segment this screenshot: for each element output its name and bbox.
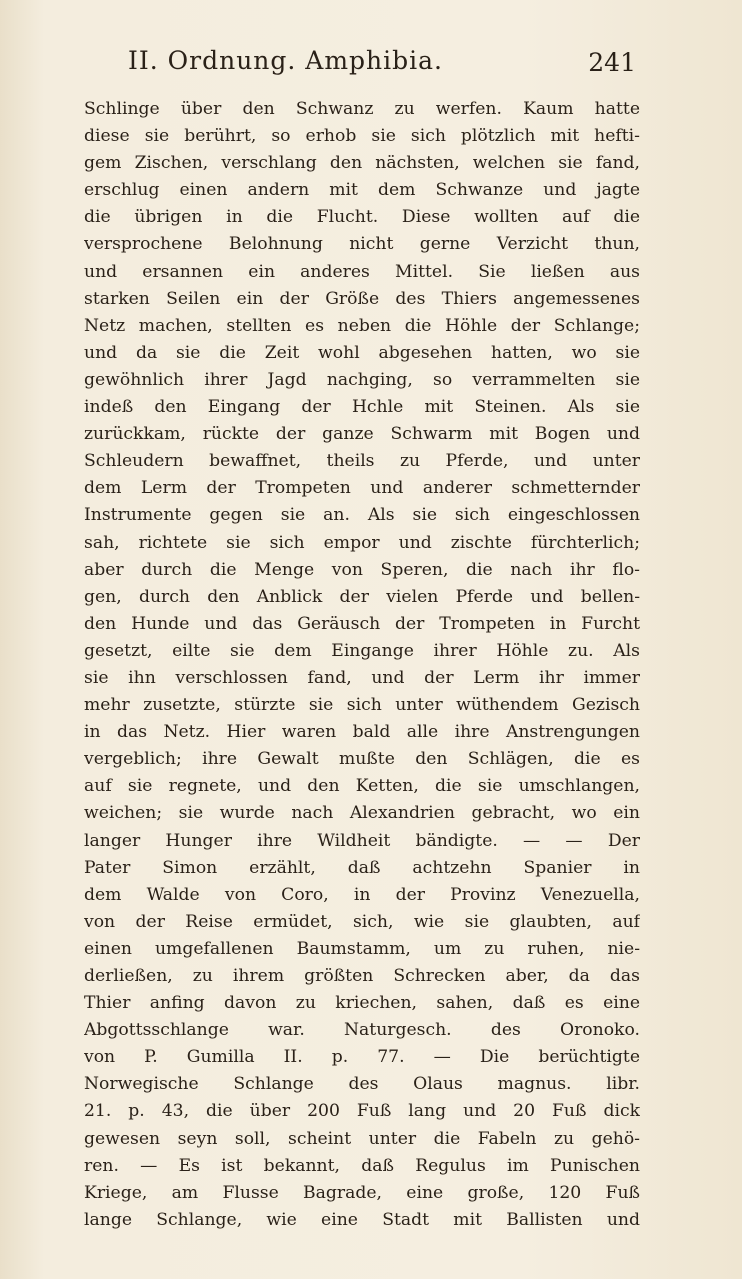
- text-line: starken Seilen ein der Größe des Thiers angemessenes: [84, 288, 640, 309]
- text-line: und ersannen ein anderes Mittel. Sie ließen aus: [84, 261, 640, 282]
- text-line: Schlinge über den Schwanz zu werfen. Kaum hatte: [84, 99, 640, 119]
- text-line: gen, durch den Anblick der vielen Pferde und bellen-: [84, 586, 640, 607]
- text-line: langer Hunger ihre Wildheit bändigte. — — Der: [84, 830, 640, 851]
- text-line: dem Walde von Coro, in der Provinz Venezuella,: [84, 884, 640, 905]
- text-line: ren. — Es ist bekannt, daß Regulus im Punischen: [84, 1155, 640, 1176]
- text-line: Netz machen, stellten es neben die Höhle der Schlange;: [84, 315, 640, 336]
- page-number: 241: [588, 48, 636, 77]
- text-line: und da sie die Zeit wohl abgesehen hatten, wo sie: [84, 342, 640, 363]
- text-line: von der Reise ermüdet, sich, wie sie glaubten, auf: [84, 911, 640, 932]
- text-line: gesetzt, eilte sie dem Eingange ihrer Höhle zu. Als: [84, 640, 640, 661]
- text-line: gewesen seyn soll, scheint unter die Fabeln zu gehö-: [84, 1128, 640, 1149]
- text-line: weichen; sie wurde nach Alexandrien gebracht, wo ein: [84, 803, 640, 824]
- text-line: indeß den Eingang der Hchle mit Steinen. Als sie: [84, 397, 640, 418]
- text-line: diese sie berührt, so erhob sie sich plötzlich mit hefti-: [84, 126, 640, 147]
- text-line: gewöhnlich ihrer Jagd nachging, so verrammelten sie: [84, 369, 640, 390]
- text-line: Abgottsschlange war. Naturgesch. des Oronoko.: [84, 1020, 640, 1041]
- text-line: vergeblich; ihre Gewalt mußte den Schlägen, die es: [84, 749, 640, 770]
- text-line: von P. Gumilla II. p. 77. — Die berüchtigte: [84, 1047, 640, 1068]
- text-line: aber durch die Menge von Speren, die nach ihr flo-: [84, 559, 640, 580]
- text-line: lange Schlange, wie eine Stadt mit Ballisten und: [84, 1209, 640, 1230]
- text-line: derließen, zu ihrem größten Schrecken aber, da das: [84, 966, 640, 986]
- text-line: sah, richtete sie sich empor und zischte fürchterlich;: [84, 532, 640, 553]
- text-line: Thier anfing davon zu kriechen, sahen, daß es eine: [84, 993, 640, 1014]
- text-line: Instrumente gegen sie an. Als sie sich eingeschlossen: [84, 505, 640, 526]
- text-line: in das Netz. Hier waren bald alle ihre Anstrengungen: [84, 722, 640, 743]
- text-line: versprochene Belohnung nicht gerne Verzicht thun,: [84, 234, 640, 255]
- text-line: den Hunde und das Geräusch der Trompeten in Furcht: [84, 613, 640, 634]
- text-line: mehr zusetzte, stürzte sie sich unter wüthendem Gezisch: [84, 695, 640, 716]
- running-header: [128, 44, 636, 84]
- text-line: Norwegische Schlange des Olaus magnus. libr.: [84, 1074, 640, 1095]
- text-line: gem Zischen, verschlang den nächsten, welchen sie fand,: [84, 153, 640, 174]
- text-line: auf sie regnete, und den Ketten, die sie umschlangen,: [84, 776, 640, 797]
- text-line: zurückkam, rückte der ganze Schwarm mit Bogen und: [84, 424, 640, 445]
- text-line: 21. p. 43, die über 200 Fuß lang und 20 Fuß dick: [84, 1101, 640, 1122]
- text-line: die übrigen in die Flucht. Diese wollten auf die: [84, 207, 640, 228]
- text-line: Pater Simon erzählt, daß achtzehn Spanier in: [84, 857, 640, 878]
- body-text: [84, 96, 640, 1234]
- text-line: erschlug einen andern mit dem Schwanze und jagte: [84, 180, 640, 201]
- text-line: einen umgefallenen Baumstamm, um zu ruhen, nie-: [84, 938, 640, 959]
- text-line: Schleudern bewaffnet, theils zu Pferde, und unter: [84, 451, 640, 472]
- running-title: II. Ordnung. Amphibia.: [128, 46, 444, 75]
- text-line: Kriege, am Flusse Bagrade, eine große, 120 Fuß: [84, 1182, 640, 1203]
- text-line: sie ihn verschlossen fand, und der Lerm ihr immer: [84, 667, 640, 688]
- text-line: dem Lerm der Trompeten und anderer schmetternder: [84, 478, 640, 499]
